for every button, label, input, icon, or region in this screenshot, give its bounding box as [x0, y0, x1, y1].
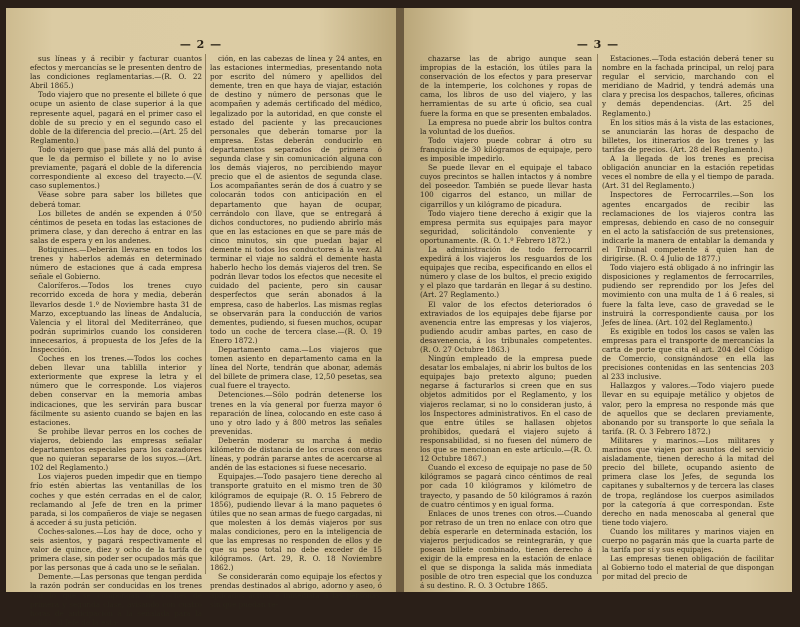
column-divider: [205, 54, 206, 574]
paragraph: Botiquines.—Deberán llevarse en todos los trenes y haberlos además en determinado número de estaciones que á cada empresa señale el Gobierno.: [30, 244, 202, 282]
paragraph: Hallazgos y valores.—Todo viajero puede llevar en su equipaje metálico y objetos de valor, pero la empresa no responde más que de aquellos que se declaren previamente, abonando por su transporte lo que señala la tarifa. (R. O. 3 Febrero 1872.): [602, 381, 774, 436]
paragraph: Inspectores de Ferrocarriles.—Son los agentes encargados de recibir las reclamaciones de los viajeros contra las empresas, debiendo en caso de no conseguir en el acto la satisfacción de sus pretensiones, indicarle la manera de entablar la demanda y el Tribunal competente á quien han de dirigirse. (R. O. 4 Julio de 1877.): [602, 190, 774, 264]
paragraph: Cuando los militares y marinos viajen en cuerpo no pagarán más que la cuarta parte de la tarifa por sí y sus equipajes.: [602, 526, 774, 555]
paragraph: Todo viajero que pase más allá del punto á que le da permiso el billete y no lo avise previamente, pagará el doble de la diferencia correspondiente al exceso del trayecto.—(V. caso suplementos.): [30, 144, 202, 191]
paragraph: Departamento cama.—Los viajeros que tomen asiento en departamento cama en la línea del Norte, tendrán que abonar, además del billete de primera clase, 12,50 pesetas, sea cual fuere el trayecto.: [210, 345, 382, 391]
paragraph: Equipajes.—Todo pasajero tiene derecho al transporte gratuito en el mismo tren de 30 kilógramos de equipaje (R. O. 15 Febrero de 1856), pudiendo llevar á la mano paquetes ó útiles que no sean armas de fuego cargadas, ni que molesten á los demás viajeros por sus malas condiciones, pero en la inteligencia de que las empresas no responden de ellos y de que su peso total no debe exceder de 15 kilógramos. (Art. 29, R. O. 18 Noviembre 1862.): [210, 472, 382, 573]
paragraph: Todo viajero tiene derecho á exigir que la empresa permita sus equipajes para mayor seguridad, solicitándolo conveniente y oportunamente. (R. O. 1.º Febrero 1872.): [420, 208, 592, 245]
paragraph: ción, en las cabezas de línea y 24 antes, en las estaciones intermedias, presentando nota por escrito del número y apellidos del demente, tren en que haya de viajar, estación de destino y número de personas que le acompañen y además certificado del médico, legalizado por la autoridad, en que conste el estado del paciente y las precauciones personales que deberán tomarse por la empresa. Estas deberán conducirlo en departamentos separados de primera ó segunda clase y sin comunicación alguna con los demás viajeros, no percibiendo mayor precio que el de asientos de segunda clase. Los acompañantes serán de dos á cuatro y se colocarán todos con anticipación en el departamento que hayan de ocupar, cerrándolo con llave, que se entregará á dichos conductores, no pudiendo abrirlo más que en las estaciones en que se pare más de cinco minutos, sin que puedan bajar el demente ni todos los conductores á la vez. Al terminar el viaje no saldrá el demente hasta haberlo hecho los demás viajeros del tren. Se podrán llevar todos los efectos que necesite el cuidado del paciente, pero sin causar desperfectos que serán abonados á la empresa, caso de haberlos. Las mismas reglas se observarán para la conducción de varios dementes, pudiendo, si fuesen muchos, ocupar todo un coche de tercera clase.—(R. O. 19 Enero 1872.): [210, 54, 382, 345]
paragraph: A la llegada de los trenes es precisa obligación anunciar en la estación repetidas veces el nombre de ella y el tiempo de parada. (Art. 31 del Reglamento.): [602, 154, 774, 191]
paragraph: Estaciones.—Toda estación deberá tener su nombre en la fachada principal, un reloj para regular el servicio, marchando con el meridiano de Madrid, y tendrá además una clara y precisa los despachos, talleres, oficinas y demás dependencias. (Art. 25 del Reglamento.): [602, 54, 774, 118]
paragraph: Militares y marinos.—Los militares y marinos que viajen por asuntos del servicio aisladamente, tienen derecho á la mitad del precio del billete, ocupando asiento de primera clase los Jefes, de segunda los capitanes y subalternos y de tercera las clases de tropa, reglándose los cuerpos asimilados por la categoría á que correspondan. Este derecho en nada menoscaba al general que tiene todo viajero.: [602, 435, 774, 527]
paragraph: Caloríferos.—Todos los trenes cuyo recorrido exceda de hora y media, deberán llevarlos desde 1.º de Noviembre hasta 31 de Marzo, exceptuando las líneas de Andalucía, Valencia y el litoral del Mediterráneo, que podrán suprimirlos cuando los consideren innecesarios, á propuesta de los Jefes de la Inspección.: [30, 281, 202, 354]
right-page: [404, 8, 792, 592]
paragraph: Detenciones.—Sólo podrán detenerse los trenes en la vía general por fuerza mayor ó reparación de línea, colocando en este caso á uno y otro lado y á 800 metros las señales prevenidas.: [210, 390, 382, 436]
column-divider: [597, 54, 598, 574]
paragraph: Todo viajero está obligado á no infringir las disposiciones y reglamentos de ferrocarriles, pudiendo ser reprendido por los Jefes del movimiento con una multa de 1 á 6 reales, si fuere la falta leve, caso de gravedad se le instruirá la correspondiente causa por los Jefes de línea. (Art. 102 del Reglamento.): [602, 263, 774, 327]
left-page: [6, 8, 396, 627]
paragraph: Los billetes de andén se expenden á 0'50 céntimos de peseta en todas las estaciones de primera clase, y dan derecho á entrar en las salas de espera y en los andenes.: [30, 208, 202, 245]
paragraph: Enlaces de unos trenes con otros.—Cuando por retraso de un tren no enlace con otro que debía esperarle en determinada estación, los viajeros perjudicados se reintegrarán, y que posean billete combinado, tienen derecho á exigir de la empresa en la estación de enlace el que se disponga la salida más inmediata posible de otro tren especial que los conduzca á su destino. R. O. 3 Octubre 1865.: [420, 508, 592, 591]
paragraph: El valor de los efectos deteriorados ó extraviados de los equipajes debe fijarse por avenencia entre las empresas y los viajeros, pudiendo acudir ambas partes, en caso de desavenencia, á los tribunales competentes. (R. O. 27 Octubre 1863.): [420, 299, 592, 354]
page-number-right: — 3 —: [576, 38, 620, 51]
paragraph: En los sitios más á la vista de las estaciones, se anunciarán las horas de despacho de billetes, los itinerarios de los trenes y las tarifas de precios. (Art. 28 del Reglamento.): [602, 117, 774, 154]
paragraph: La empresa no puede abrir los bultos contra la voluntad de los dueños.: [420, 117, 592, 136]
paragraph: Coches-salones.—Los hay de doce, ocho y seis asientos, y pagará respectivamente el valor de quince, diez y ocho de la tarifa de primera clase, sin poder ser ocupados más que por las personas que á cada uno se le señalan.: [30, 526, 202, 573]
paragraph: sus líneas y á recibir y facturar cuantos efectos y mercancías se le presenten dentro de las condiciones reglamentarias.—(R. O. 22 Abril 1865.): [30, 54, 203, 91]
paragraph: La administración de todo ferrocarril expedirá á los viajeros los resguardos de los equipajes que reciba, especificando en ellos el número y clase de los bultos, el precio exigido y el plazo que tardarán en llegar á su destino. (Art. 27 Reglamento.): [420, 244, 592, 300]
paragraph: Véase sobre para saber los billetes que deberá tomar.: [30, 190, 202, 209]
paragraph: Coches en los trenes.—Todos los coches deben llevar una tablilla interior y exteriormente que exprese la letra y el número que le corresponde. Los viajeros deben conservar en la memoria ambas indicaciones, que les servirán para buscar fácilmente su asiento cuando se bajen en las estaciones.: [30, 354, 202, 427]
page-number-left: — 2 —: [179, 38, 223, 51]
paragraph: Se considerarán como equipaje los efectos y prendas destinados al abrigo, adorno y aseo, ó aplicados actual é inmediata á las personas, sin que puedan re-: [210, 572, 382, 609]
paragraph: Cuando el exceso de equipaje no pase de 50 kilógramos se pagará cinco céntimos de real por cada 10 kilógramos y kilómetro de trayecto, y pasando de 50 kilógramos á razón de cuatro céntimos y en igual forma.: [420, 463, 592, 509]
book-spread: [6, 8, 794, 627]
paragraph: Se prohibe llevar perros en los coches de viajeros, debiendo las empresas señalar departamentos especiales para los cazadores que no quieran separarse de los suyos.—(Art. 102 del Reglamento.): [30, 426, 202, 473]
right-column-2: [602, 54, 774, 581]
left-column-1: [30, 54, 202, 627]
paragraph: Todo viajero puede cobrar á otro su franquicia de 30 kilógramos de equipaje, pero es imposible impedirlo.: [420, 135, 592, 164]
book-gutter: [396, 8, 404, 592]
right-column-1: [420, 54, 592, 591]
paragraph: Demente.—Las personas que tengan perdida la razón podrán ser conducidas en los trenes con lo que se compongan de coches de primera y segunda clase, avisando con cuatro horas de anticipación á la señalada para la salida, al Jefe de la esta-: [30, 572, 202, 627]
left-column-2: [210, 54, 382, 609]
paragraph: Todo viajero que no presente el billete ó que ocupe un asiento de clase superior á la que represente aquel, pagará en el primer caso el doble de su precio y en el segundo caso el doble de la diferencia del precio.—(Art. 25 del Reglamento.): [30, 90, 202, 145]
paragraph: Las empresas tienen obligación de facilitar al Gobierno todo el material de que dispongan por mitad del precio de: [602, 554, 774, 582]
paragraph: chazarse las de abrigo aunque sean impropias de la estación, los útiles para la conservación de los efectos y para preservar de la intemperie, los colchones y ropas de cama, los libros de uso del viajero, y las herramientas de su arte ú oficio, sea cual fuere la forma en que se presenten embalados.: [420, 54, 592, 118]
paragraph: Es exigible en todos los casos se valen las empresas para el transporte de mercancías la carta de porte que cita el art. 204 del Código de Comercio, consignándose en ella las precisiones contenidas en las sentencias 203 al 233 inclusive.: [602, 326, 774, 382]
paragraph: Deberán moderar su marcha á medio kilómetro de distancia de los cruces con otras líneas, y podrán pararse antes de acercarse al andén de las estaciones si fuese necesario.: [210, 435, 382, 473]
paragraph: Se puede llevar en el equipaje el tabaco cuyos precintos se hallen intactos y á nombre del poseedor. También se puede llevar hasta 100 cigarros del estanco, un millar de cigarrillos y un kilógramo de picadura.: [420, 163, 592, 209]
paragraph: Los viajeros pueden impedir que en tiempo frío estén abiertas las ventanillas de los coches y que estén cerradas en el de calor, reclamando al Jefe de tren en la primer parada, si los compañeros de viaje se negasen á acceder á su justa petición.: [30, 472, 202, 527]
paragraph: Ningún empleado de la empresa puede desatar los embalajes, ni abrir los bultos de los equipajes bajo pretexto alguno; pueden negarse á facturarlos si creen que en sus objetos admitidos por el Reglamento, y los viajeros reclamar, si no lo consideran justo, á los Inspectores administrativos. En el caso de que entre útiles se hallasen objetos prohibidos, quedará el viajero sujeto á responsabilidad, si no fuesen del número de los que se mencionan en este artículo.—(R. O. 12 Octubre 1867.): [420, 354, 592, 464]
